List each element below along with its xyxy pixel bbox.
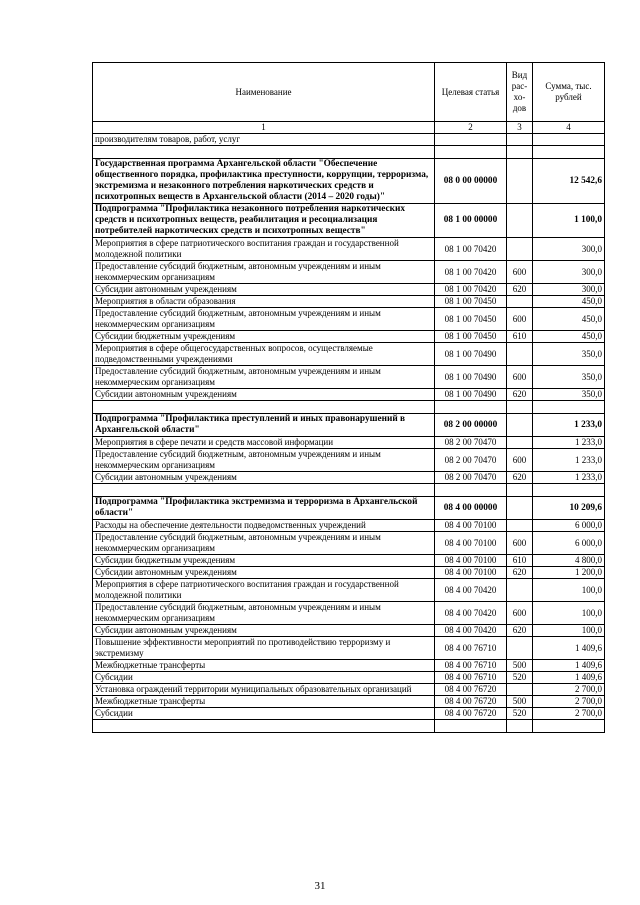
header-name: Наименование bbox=[93, 63, 435, 122]
row-vid-cell: 610 bbox=[507, 555, 533, 567]
row-vid-cell: 600 bbox=[507, 308, 533, 331]
row-vid-cell bbox=[507, 720, 533, 733]
table-row bbox=[93, 449, 605, 472]
table-row bbox=[93, 708, 605, 720]
row-name-cell: Межбюджетные трансферты bbox=[93, 696, 435, 708]
row-vid-cell bbox=[507, 437, 533, 449]
table-row bbox=[93, 472, 605, 484]
row-code-cell bbox=[435, 134, 507, 146]
row-sum-cell bbox=[533, 401, 605, 414]
row-vid-cell: 620 bbox=[507, 567, 533, 579]
table-row bbox=[93, 437, 605, 449]
row-sum-cell: 1 233,0 bbox=[533, 472, 605, 484]
table-row bbox=[93, 555, 605, 567]
row-code-cell: 08 4 00 76720 bbox=[435, 684, 507, 696]
row-code-cell: 08 4 00 70100 bbox=[435, 520, 507, 532]
row-code-cell: 08 4 00 70420 bbox=[435, 602, 507, 625]
table-row bbox=[93, 672, 605, 684]
row-code-cell: 08 4 00 70420 bbox=[435, 625, 507, 637]
page-number: 31 bbox=[314, 880, 326, 892]
table-row bbox=[93, 720, 605, 733]
table-header-row bbox=[93, 63, 605, 122]
row-sum-cell: 10 209,6 bbox=[533, 497, 605, 520]
row-name-cell: Повышение эффективности мероприятий по противодействию терроризму и экстремизму bbox=[93, 637, 435, 660]
row-code-cell: 08 1 00 70490 bbox=[435, 389, 507, 401]
row-code-cell: 08 1 00 70420 bbox=[435, 261, 507, 284]
row-code-cell: 08 1 00 70420 bbox=[435, 284, 507, 296]
row-sum-cell: 300,0 bbox=[533, 261, 605, 284]
row-code-cell bbox=[435, 146, 507, 159]
row-name-cell: Предоставление субсидий бюджетным, автономным учреждениям и иным некоммерческим организациям bbox=[93, 449, 435, 472]
row-vid-cell: 600 bbox=[507, 449, 533, 472]
row-code-cell: 08 4 00 70100 bbox=[435, 567, 507, 579]
row-name-cell: Предоставление субсидий бюджетным, автономным учреждениям и иным некоммерческим организациям bbox=[93, 532, 435, 555]
row-vid-cell bbox=[507, 204, 533, 238]
table-row bbox=[93, 684, 605, 696]
row-vid-cell bbox=[507, 520, 533, 532]
row-name-cell: Субсидии автономным учреждениям bbox=[93, 567, 435, 579]
row-name-cell: Предоставление субсидий бюджетным, автономным учреждениям и иным некоммерческим организациям bbox=[93, 602, 435, 625]
column-number: 1 bbox=[93, 122, 435, 134]
column-number: 2 bbox=[435, 122, 507, 134]
row-vid-cell: 600 bbox=[507, 366, 533, 389]
table-row bbox=[93, 602, 605, 625]
row-code-cell: 08 2 00 70470 bbox=[435, 472, 507, 484]
row-vid-cell: 620 bbox=[507, 625, 533, 637]
row-name-cell: Предоставление субсидий бюджетным, автономным учреждениям и иным некоммерческим организациям bbox=[93, 366, 435, 389]
row-sum-cell: 100,0 bbox=[533, 579, 605, 602]
row-vid-cell bbox=[507, 146, 533, 159]
row-code-cell: 08 4 00 76720 bbox=[435, 708, 507, 720]
row-name-cell: Подпрограмма "Профилактика преступлений и иных правонарушений в Архангельской области" bbox=[93, 414, 435, 437]
row-vid-cell bbox=[507, 484, 533, 497]
row-name-cell: Предоставление субсидий бюджетным, автономным учреждениям и иным некоммерческим организациям bbox=[93, 261, 435, 284]
table-row bbox=[93, 401, 605, 414]
row-code-cell: 08 4 00 76710 bbox=[435, 660, 507, 672]
table-row bbox=[93, 134, 605, 146]
row-vid-cell: 610 bbox=[507, 331, 533, 343]
row-sum-cell: 1 409,6 bbox=[533, 660, 605, 672]
table-row bbox=[93, 637, 605, 660]
column-number: 3 bbox=[507, 122, 533, 134]
row-sum-cell: 300,0 bbox=[533, 238, 605, 261]
row-name-cell: Расходы на обеспечение деятельности подведомственных учреждений bbox=[93, 520, 435, 532]
row-sum-cell: 2 700,0 bbox=[533, 696, 605, 708]
row-code-cell bbox=[435, 720, 507, 733]
table-row bbox=[93, 159, 605, 204]
row-vid-cell bbox=[507, 414, 533, 437]
row-vid-cell bbox=[507, 401, 533, 414]
row-code-cell: 08 1 00 70450 bbox=[435, 296, 507, 308]
row-name-cell: Субсидии автономным учреждениям bbox=[93, 389, 435, 401]
table-row bbox=[93, 696, 605, 708]
row-name-cell: производителям товаров, работ, услуг bbox=[93, 134, 435, 146]
row-sum-cell: 1 100,0 bbox=[533, 204, 605, 238]
row-vid-cell: 620 bbox=[507, 284, 533, 296]
row-code-cell: 08 1 00 70490 bbox=[435, 343, 507, 366]
row-sum-cell: 4 800,0 bbox=[533, 555, 605, 567]
row-code-cell: 08 2 00 70470 bbox=[435, 449, 507, 472]
row-code-cell: 08 4 00 00000 bbox=[435, 497, 507, 520]
row-code-cell: 08 4 00 70100 bbox=[435, 532, 507, 555]
row-sum-cell: 1 409,6 bbox=[533, 637, 605, 660]
row-code-cell: 08 2 00 70470 bbox=[435, 437, 507, 449]
row-sum-cell: 450,0 bbox=[533, 308, 605, 331]
table-row bbox=[93, 520, 605, 532]
row-name-cell: Субсидии автономным учреждениям bbox=[93, 284, 435, 296]
table-row bbox=[93, 660, 605, 672]
row-sum-cell: 100,0 bbox=[533, 602, 605, 625]
row-name-cell: Государственная программа Архангельской области "Обеспечение общественного порядка, профилактика преступности, коррупции, терроризма, экстремизма и незаконного потребления наркотических средств и психотропных веществ в Архангельской области (2014 – 2020 годы)" bbox=[93, 159, 435, 204]
row-sum-cell: 6 000,0 bbox=[533, 520, 605, 532]
row-sum-cell: 1 233,0 bbox=[533, 449, 605, 472]
row-sum-cell: 300,0 bbox=[533, 284, 605, 296]
table-row bbox=[93, 567, 605, 579]
row-name-cell: Подпрограмма "Профилактика экстремизма и терроризма в Архангельской области" bbox=[93, 497, 435, 520]
row-vid-cell bbox=[507, 684, 533, 696]
table-row bbox=[93, 146, 605, 159]
row-name-cell: Субсидии bbox=[93, 672, 435, 684]
row-vid-cell bbox=[507, 238, 533, 261]
budget-table bbox=[92, 62, 605, 733]
row-vid-cell: 520 bbox=[507, 708, 533, 720]
row-vid-cell: 600 bbox=[507, 532, 533, 555]
table-row bbox=[93, 625, 605, 637]
row-sum-cell: 6 000,0 bbox=[533, 532, 605, 555]
row-code-cell bbox=[435, 401, 507, 414]
row-vid-cell bbox=[507, 637, 533, 660]
row-sum-cell: 1 233,0 bbox=[533, 414, 605, 437]
row-vid-cell: 520 bbox=[507, 672, 533, 684]
row-vid-cell bbox=[507, 579, 533, 602]
row-code-cell: 08 1 00 70420 bbox=[435, 238, 507, 261]
row-vid-cell bbox=[507, 134, 533, 146]
table-row bbox=[93, 284, 605, 296]
row-vid-cell bbox=[507, 159, 533, 204]
table-row bbox=[93, 261, 605, 284]
row-sum-cell: 1 409,6 bbox=[533, 672, 605, 684]
table-row bbox=[93, 331, 605, 343]
row-code-cell: 08 4 00 76710 bbox=[435, 672, 507, 684]
row-vid-cell: 620 bbox=[507, 472, 533, 484]
table-row bbox=[93, 484, 605, 497]
row-sum-cell: 2 700,0 bbox=[533, 708, 605, 720]
row-sum-cell: 350,0 bbox=[533, 389, 605, 401]
row-sum-cell bbox=[533, 484, 605, 497]
row-vid-cell bbox=[507, 497, 533, 520]
column-number: 4 bbox=[533, 122, 605, 134]
row-sum-cell bbox=[533, 134, 605, 146]
row-name-cell: Межбюджетные трансферты bbox=[93, 660, 435, 672]
row-name-cell bbox=[93, 401, 435, 414]
row-name-cell: Мероприятия в сфере общегосударственных вопросов, осуществляемые подведомственными учреждениями bbox=[93, 343, 435, 366]
row-code-cell: 08 4 00 76710 bbox=[435, 637, 507, 660]
table-row bbox=[93, 389, 605, 401]
table-row bbox=[93, 579, 605, 602]
row-name-cell bbox=[93, 146, 435, 159]
row-code-cell: 08 4 00 70100 bbox=[435, 555, 507, 567]
table-row bbox=[93, 414, 605, 437]
budget-table-body bbox=[93, 63, 605, 733]
row-name-cell: Субсидии автономным учреждениям bbox=[93, 472, 435, 484]
row-name-cell: Субсидии бюджетным учреждениям bbox=[93, 555, 435, 567]
row-sum-cell: 12 542,6 bbox=[533, 159, 605, 204]
row-sum-cell: 100,0 bbox=[533, 625, 605, 637]
row-code-cell: 08 2 00 00000 bbox=[435, 414, 507, 437]
header-sum: Сумма, тыс. рублей bbox=[533, 63, 605, 122]
table-row bbox=[93, 308, 605, 331]
table-row bbox=[93, 532, 605, 555]
row-code-cell: 08 4 00 76720 bbox=[435, 696, 507, 708]
row-vid-cell bbox=[507, 296, 533, 308]
header-vid: Вид рас-хо-дов bbox=[507, 63, 533, 122]
row-vid-cell: 500 bbox=[507, 660, 533, 672]
row-name-cell bbox=[93, 484, 435, 497]
row-sum-cell: 350,0 bbox=[533, 366, 605, 389]
row-code-cell: 08 1 00 70450 bbox=[435, 308, 507, 331]
row-code-cell: 08 1 00 70490 bbox=[435, 366, 507, 389]
row-name-cell: Мероприятия в сфере печати и средств массовой информации bbox=[93, 437, 435, 449]
table-row bbox=[93, 238, 605, 261]
row-code-cell: 08 4 00 70420 bbox=[435, 579, 507, 602]
table-row bbox=[93, 497, 605, 520]
row-vid-cell: 620 bbox=[507, 389, 533, 401]
row-vid-cell bbox=[507, 343, 533, 366]
row-code-cell: 08 0 00 00000 bbox=[435, 159, 507, 204]
table-row bbox=[93, 204, 605, 238]
row-name-cell: Установка ограждений территории муниципальных образовательных организаций bbox=[93, 684, 435, 696]
row-code-cell: 08 1 00 00000 bbox=[435, 204, 507, 238]
row-vid-cell: 600 bbox=[507, 261, 533, 284]
row-name-cell: Мероприятия в области образования bbox=[93, 296, 435, 308]
row-code-cell bbox=[435, 484, 507, 497]
row-sum-cell: 450,0 bbox=[533, 331, 605, 343]
row-vid-cell: 600 bbox=[507, 602, 533, 625]
table-row bbox=[93, 366, 605, 389]
row-name-cell: Подпрограмма "Профилактика незаконного потребления наркотических средств и психотропных веществ, реабилитация и ресоциализация потребителей наркотических средств и психотропных веществ" bbox=[93, 204, 435, 238]
row-sum-cell bbox=[533, 146, 605, 159]
row-sum-cell: 2 700,0 bbox=[533, 684, 605, 696]
row-code-cell: 08 1 00 70450 bbox=[435, 331, 507, 343]
row-name-cell: Мероприятия в сфере патриотического воспитания граждан и государственной молодежной политики bbox=[93, 579, 435, 602]
column-number-row bbox=[93, 122, 605, 134]
row-name-cell: Субсидии bbox=[93, 708, 435, 720]
row-name-cell: Субсидии бюджетным учреждениям bbox=[93, 331, 435, 343]
row-sum-cell: 1 200,0 bbox=[533, 567, 605, 579]
header-code: Целевая статья bbox=[435, 63, 507, 122]
row-vid-cell: 500 bbox=[507, 696, 533, 708]
row-name-cell: Мероприятия в сфере патриотического воспитания граждан и государственной молодежной политики bbox=[93, 238, 435, 261]
row-name-cell bbox=[93, 720, 435, 733]
row-sum-cell: 450,0 bbox=[533, 296, 605, 308]
table-row bbox=[93, 343, 605, 366]
row-sum-cell bbox=[533, 720, 605, 733]
row-name-cell: Субсидии автономным учреждениям bbox=[93, 625, 435, 637]
row-sum-cell: 1 233,0 bbox=[533, 437, 605, 449]
row-name-cell: Предоставление субсидий бюджетным, автономным учреждениям и иным некоммерческим организациям bbox=[93, 308, 435, 331]
row-sum-cell: 350,0 bbox=[533, 343, 605, 366]
table-row bbox=[93, 296, 605, 308]
